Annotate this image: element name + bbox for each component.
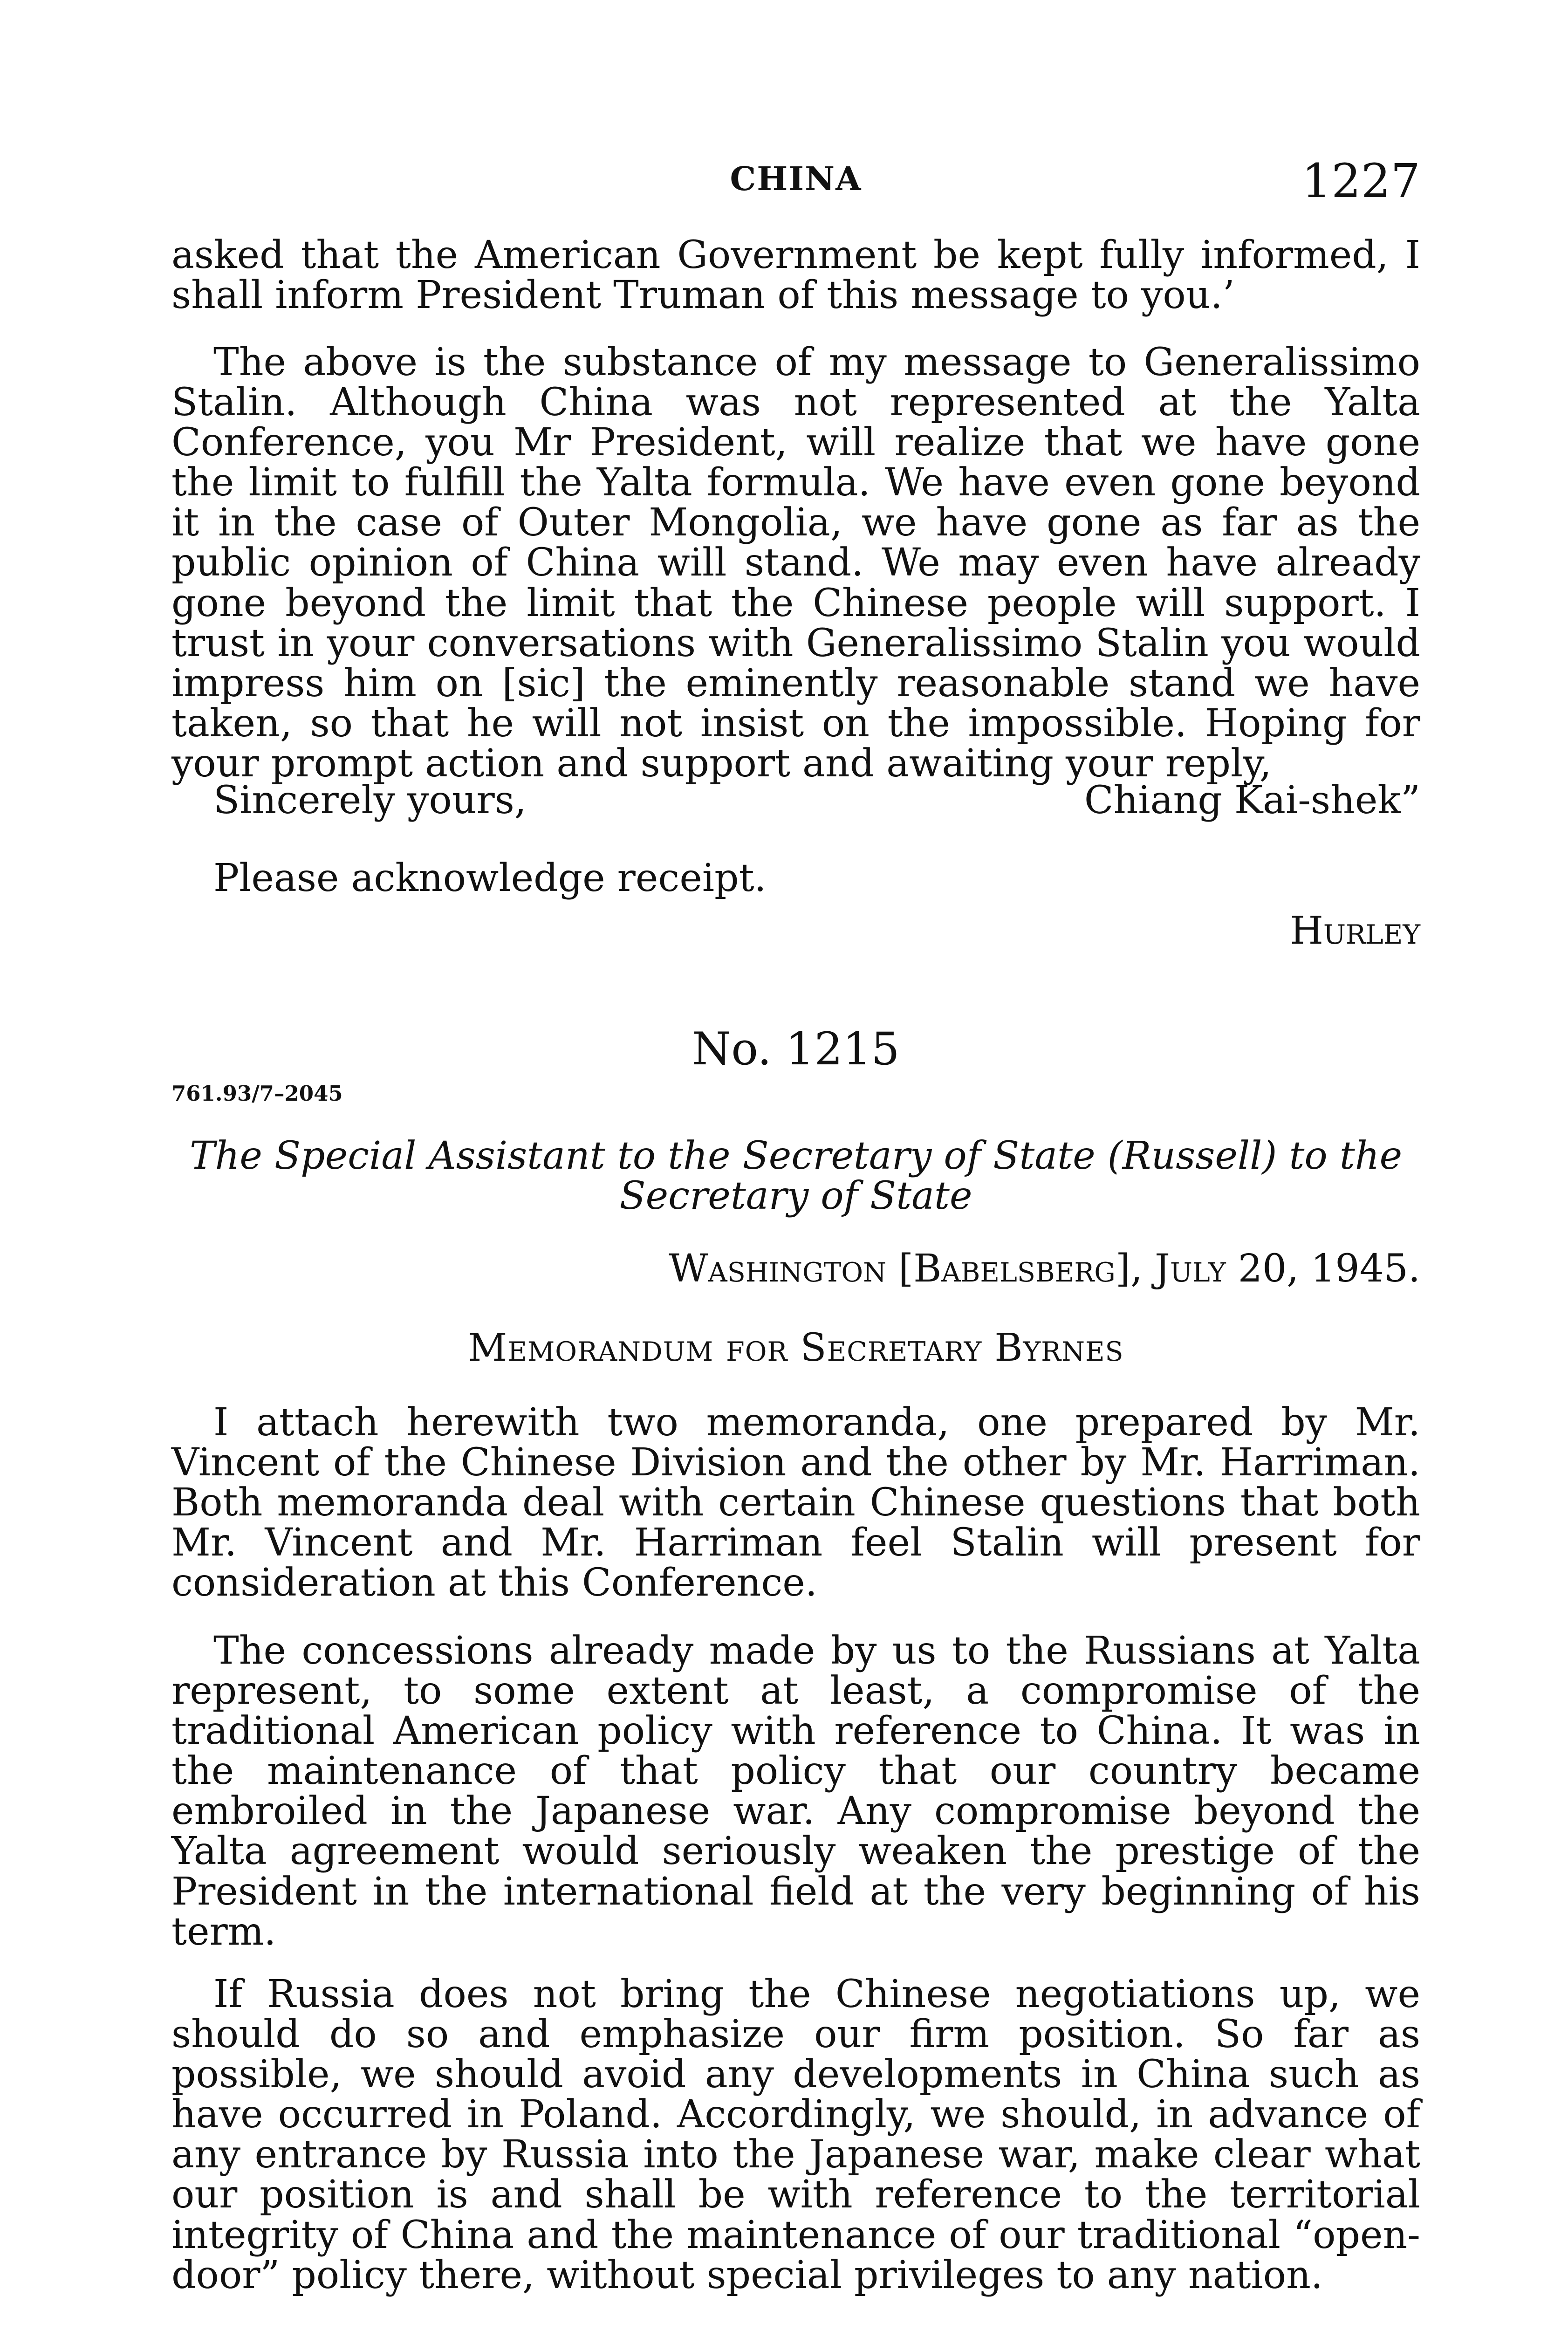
document-number: No. 1215 — [692, 1023, 900, 1075]
letter-paragraph: The above is the substance of my message to Generalissimo Stalin. Although China was not represented at the Yalta Conference, you Mr President, will realize that we have gone the limit to fulfill the Yalta formula. We have even gone beyond it in the case of Outer Mongolia, we have gone as far as the public opinion of China will stand. We may even have already gone beyond the limit that the Chinese people will support. I trust in your conversations with Generalissimo Stalin you would impress him on [sic] the eminently reasonable stand we have taken, so that he will not insist on the impossible. Hoping for your prompt action and support and awaiting your reply, — [171, 340, 1420, 786]
running-header — [171, 154, 1420, 208]
file-number: 761.93/7–2045 — [171, 1081, 343, 1106]
running-title: CHINA — [730, 159, 862, 198]
memo-paragraph-3: If Russia does not bring the Chinese negotiations up, we should do so and emphasize our firm position. So far as possible, we should avoid any developments in China such as have occurred in Poland. Accordingly, we should, in advance of any entrance by Russia into the Japanese war, make clear what our position is and shall be with reference to the territorial integrity of China and the maintenance of our traditional “open-door” policy there, without special privileges to any nation. — [171, 1972, 1420, 2297]
memo-paragraph-2: The concessions already made by us to the Russians at Yalta represent, to some extent at least, a compromise of the traditional American policy with reference to China. It was in the maintenance of that policy that our country became embroiled in the Japanese war. Any compromise beyond the Yalta agreement would seriously weaken the prestige of the President in the international field at the very beginning of his term. — [171, 1629, 1420, 1954]
page-number: 1227 — [1301, 154, 1420, 208]
letter-closing: Sincerely yours, — [213, 778, 527, 822]
document-title: The Special Assistant to the Secretary of State (Russell) to the Secretary of State — [189, 1134, 1403, 1219]
sender-signature: Hurley — [1290, 909, 1420, 953]
postscript: Please acknowledge receipt. — [213, 856, 767, 900]
letter-continuation: asked that the American Government be kept fully informed, I shall inform President Truman of this message to you.’ — [171, 233, 1420, 318]
memo-paragraph-1: I attach herewith two memoranda, one prepared by Mr. Vincent of the Chinese Division and the other by Mr. Harriman. Both memoranda deal with certain Chinese questions that both Mr. Vincent and Mr. Harriman feel Stalin will present for consideration at this Conference. — [171, 1400, 1420, 1605]
letter-signature: Chiang Kai-shek” — [1084, 778, 1420, 822]
memorandum-heading: Memorandum for Secretary Byrnes — [468, 1326, 1124, 1370]
dateline: Washington [Babelsberg], July 20, 1945. — [669, 1247, 1420, 1291]
